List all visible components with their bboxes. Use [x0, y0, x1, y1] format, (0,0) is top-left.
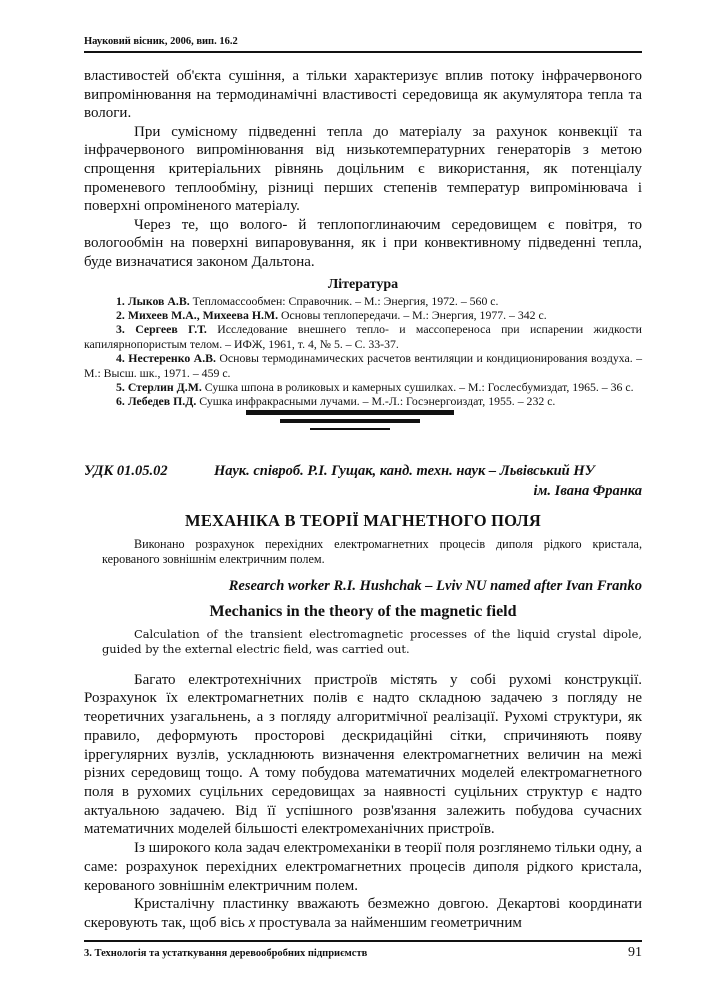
- abstract-ua: [84, 537, 642, 568]
- reference-number: 2.: [116, 307, 125, 322]
- page-footer: [84, 940, 642, 961]
- body-paragraph-3: [84, 895, 642, 932]
- article-title-ua: МЕХАНІКА В ТЕОРІЇ МАГНЕТНОГО ПОЛЯ: [185, 510, 541, 530]
- body-paragraph-3-end: простувала за найменшим геометричним: [255, 914, 522, 931]
- reference-text: Сушка инфракрасными лучами. – М.-Л.: Госэнергоиздат, 1955. – 232 с.: [199, 394, 556, 409]
- reference-number: 5.: [116, 379, 125, 394]
- header-rule: [84, 51, 642, 53]
- article-title-en: Mechanics in the theory of the magnetic field: [209, 602, 517, 620]
- affiliation-ua: ім. Івана Франка: [533, 482, 642, 499]
- running-head: Науковий вісник, 2006, вип. 16.2: [84, 36, 238, 47]
- reference-author: Нестеренко А.В.: [128, 351, 216, 366]
- reference-text: Тепломассообмен: Справочник. – М.: Энергия, 1972. – 560 с.: [192, 293, 499, 308]
- reference-author: Стерлин Д.М.: [127, 379, 202, 394]
- udk-code: УДК 01.05.02: [84, 462, 168, 479]
- reference-text: Основы термодинамических расчетов вентиляции и кондиционирования воздуха. – М.: Высш. шк., 1971. – 459 с.: [84, 351, 642, 380]
- footer-rule: [84, 940, 642, 942]
- footer-section-label: 3. Технологія та устаткування деревообробних підприємств: [84, 948, 368, 959]
- reference-number: 6.: [116, 394, 125, 409]
- divider-bar: [280, 419, 420, 423]
- intro-paragraph-2: При сумісному підведенні тепла до матеріалу за рахунок конвекції та інфрачервоного випромінювання від низькотемпературних генераторів з метою спрощення критеріальних рівнянь доцільним є використання, як потенціалу променевого теплообміну, різниці перших степенів температур випромінювача і поверхні опроміненого матеріалу.: [84, 123, 642, 215]
- reference-text: Исследование внешнего тепло- и массопереноса при испарении жидкости капилярнопористым телом. – ИФЖ, 1961, т. 4, № 5. – С. 33-37.: [84, 322, 642, 351]
- reference-text: Сушка шпона в роликовых и камерных сушилках. – М.: Гослесбумиздат, 1965. – 36 с.: [204, 379, 634, 394]
- page-number: 91: [628, 945, 642, 960]
- reference-number: 4.: [116, 351, 125, 366]
- reference-item: [84, 294, 642, 308]
- literature-heading: Література: [327, 276, 399, 292]
- reference-list: [84, 294, 642, 409]
- variable-x: x: [248, 914, 256, 931]
- reference-text: Основы теплопередачи. – М.: Энергия, 1977. – 342 с.: [280, 307, 547, 322]
- intro-paragraph-3: Через те, що волого- й теплопоглинаючим середовищем є повітря, то вологообмін на поверхні випаровування, як і при конвективному підведенні тепла, буде визначатися законом Дальтона.: [84, 216, 642, 270]
- intro-paragraph-1: властивостей об'єкта сушіння, а тільки характеризує вплив потоку інфрачервоного випромінювання на термодинамічні властивості середовища як акумулятора тепла та вологи.: [84, 68, 642, 122]
- divider-bar: [310, 428, 390, 430]
- body-paragraph-3-start: Кристалічну пластинку вважають безмежно довгою. Декартові координати скеровують так, щоб вісь: [84, 896, 642, 931]
- abstract-en-text: Calculation of the transient electromagnetic processes of the liquid crystal dipole, guided by the external electric field, was carried out.: [102, 626, 642, 657]
- section-end-divider: [84, 410, 642, 432]
- reference-number: 3.: [116, 322, 125, 337]
- reference-item: [84, 322, 642, 351]
- article-header: [84, 461, 642, 501]
- abstract-en: [84, 627, 642, 658]
- divider-bar: [246, 410, 454, 415]
- reference-author: Лебедев П.Д.: [127, 394, 197, 409]
- footer-row: [84, 945, 642, 961]
- body-paragraph-1: Багато електротехнічних пристроїв містять у собі рухомі конструкції. Розрахунок їх електромагнетних полів є надто складною задачею з погляду не теоретичних узагальнень, а з погляду алгоритмічної реалізації. Рухомі структури, як правило, деформують просторові дескридаційні сітки, спричиняють появу іррегулярних вузлів, ускладнюють визначення електромагнетних величин на межі різних середовищ тощо. А тому побудова математичних моделей електромагнетного поля в рухомих суцільних середовищах за наявності суцільних структур є надто актуальною задачею. Від її успішного розв'язання залежить побудова сучасних математичних моделей більшості електромеханічних пристроїв.: [84, 671, 642, 838]
- authors-ua: Наук. співроб. Р.І. Гущак, канд. техн. наук – Львівський НУ: [214, 462, 595, 479]
- reference-author: Михеев М.А., Михеева Н.М.: [127, 307, 279, 322]
- page-content: [84, 36, 642, 933]
- intro-text: [84, 67, 642, 272]
- article-body: [84, 671, 642, 933]
- reference-item: [84, 380, 642, 394]
- authors-en: Research worker R.I. Hushchak – Lviv NU named after Ivan Franko: [228, 577, 642, 594]
- reference-item: [84, 394, 642, 408]
- abstract-ua-text: Виконано розрахунок перехідних електромагнетних процесів диполя рідкого кристала, керованого зовнішнім електричним полем.: [102, 536, 642, 567]
- reference-item: [84, 308, 642, 322]
- reference-item: [84, 351, 642, 380]
- reference-number: 1.: [116, 293, 125, 308]
- reference-author: Лыков А.В.: [127, 293, 190, 308]
- body-paragraph-2: Із широкого кола задач електромеханіки в теорії поля розглянемо тільки одну, а саме: розрахунок перехідних електромагнетних процесів диполя рідкого кристала, керованого зовнішнім електричним полем.: [84, 840, 642, 894]
- reference-author: Сергеев Г.Т.: [135, 322, 207, 337]
